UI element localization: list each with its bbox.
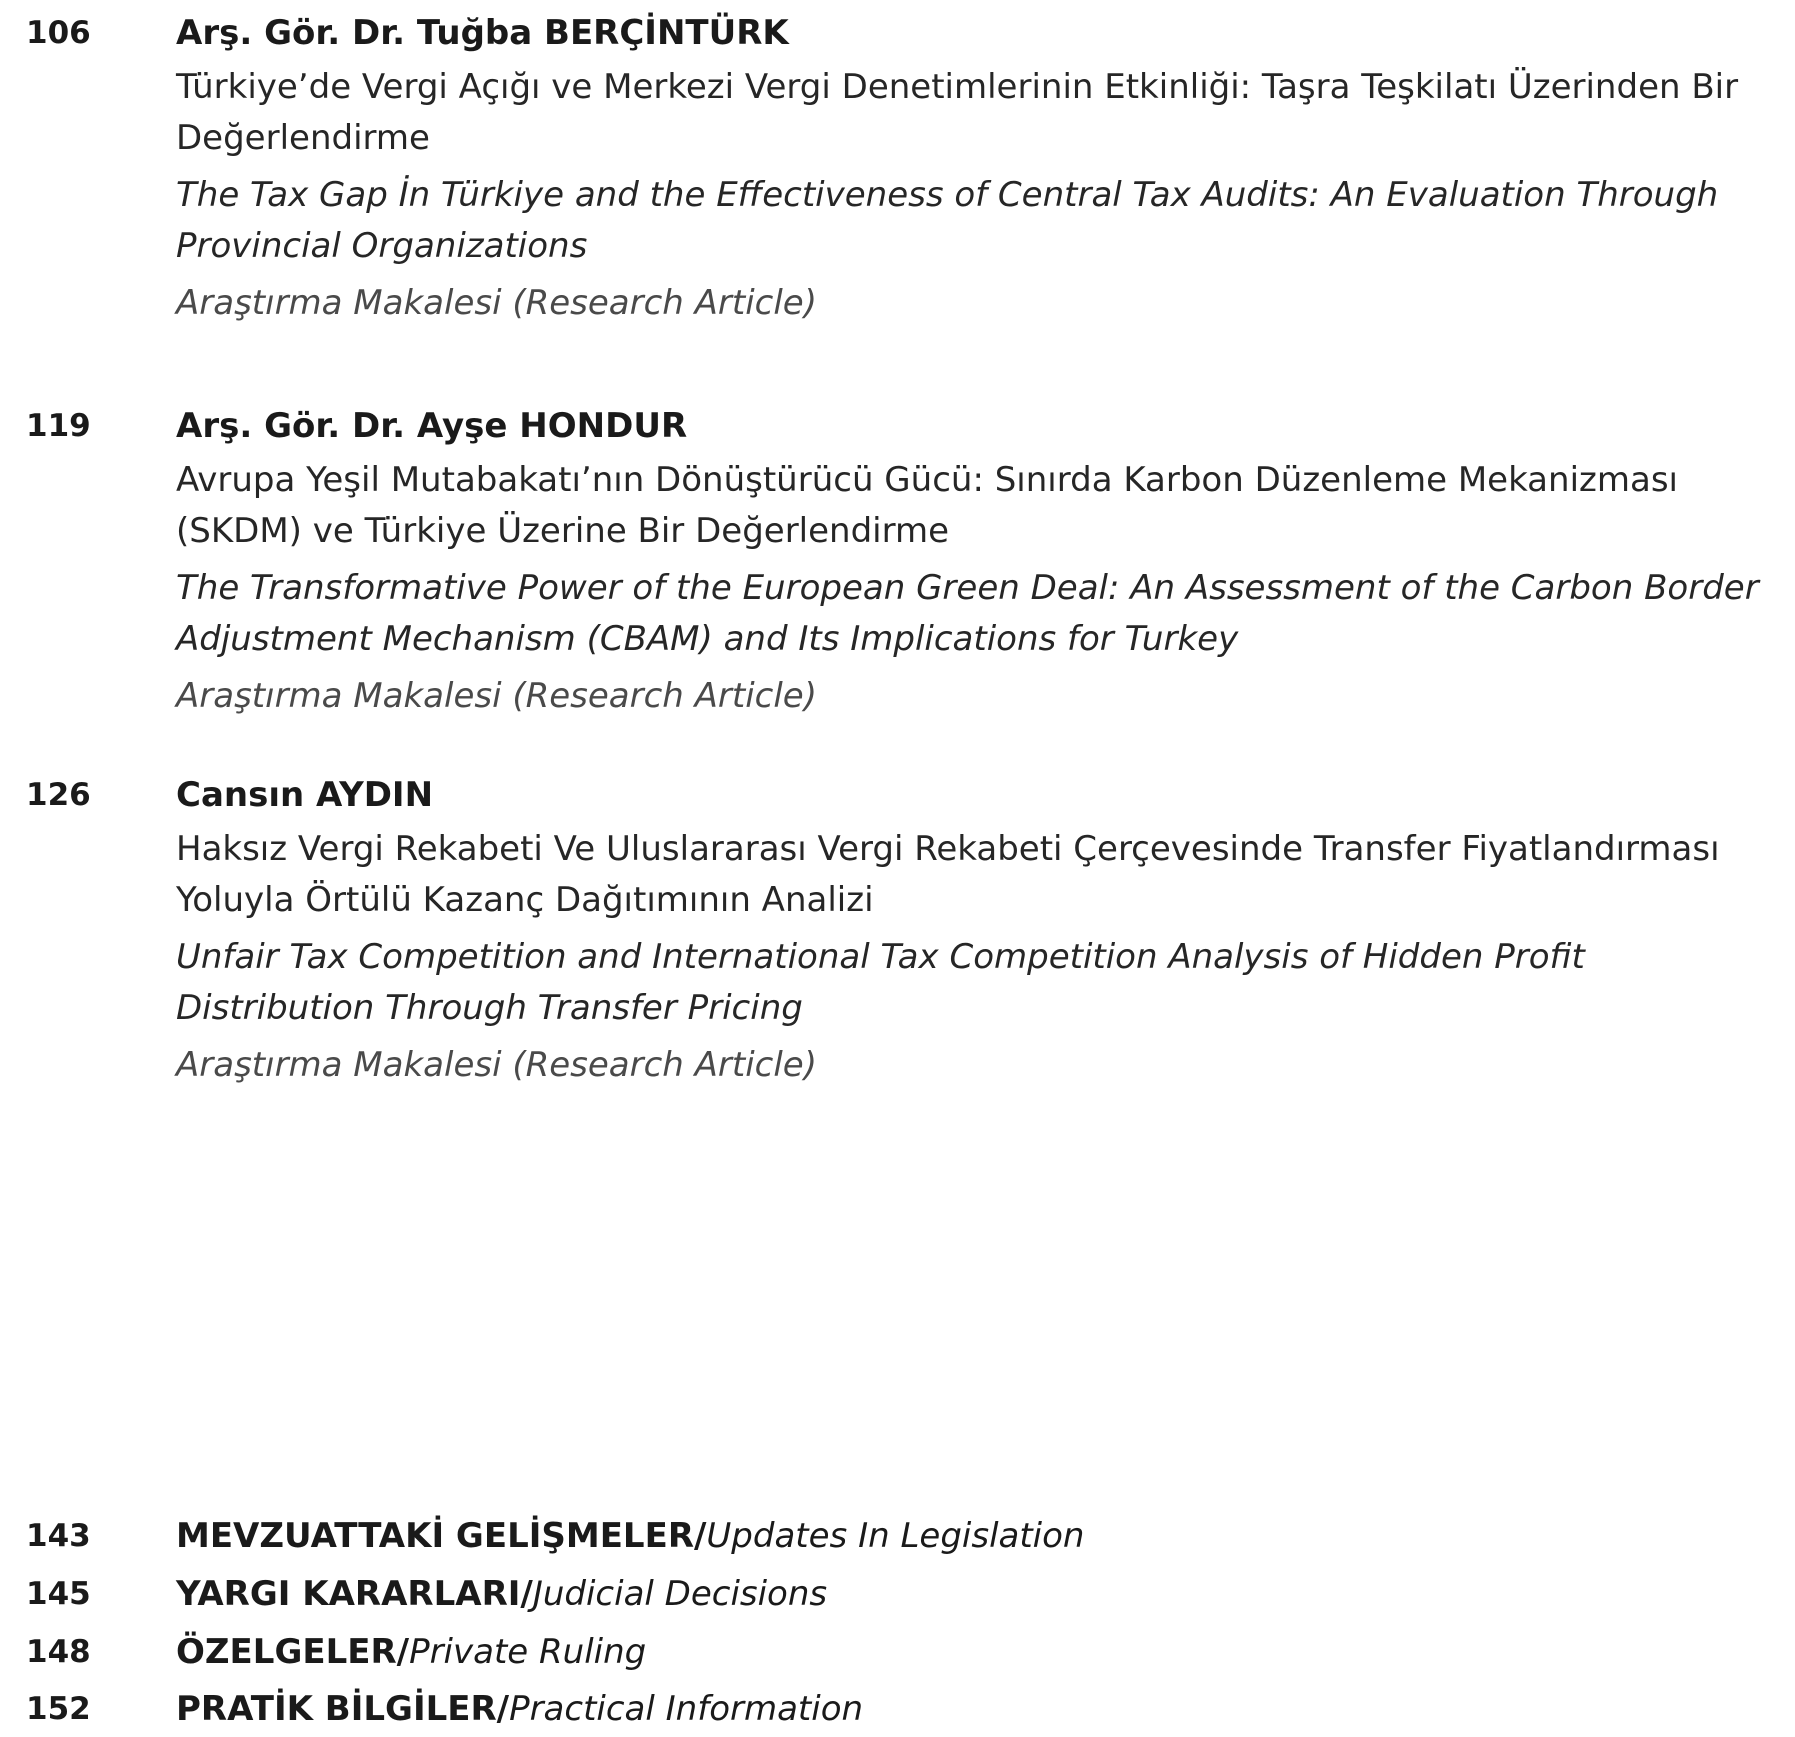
article-details [176, 772, 1771, 1091]
section-label [176, 1568, 827, 1620]
page-number: 119 [26, 408, 91, 444]
article-author: Cansın AYDIN [176, 775, 434, 815]
article-title-english: The Tax Gap İn Türkiye and the Effectiveness of Central Tax Audits: An Evaluation Through Provincial Organizations [176, 175, 1719, 266]
section-title-english: Practical Information [509, 1689, 864, 1729]
page-number: 148 [26, 1634, 91, 1670]
page-number: 145 [26, 1576, 91, 1612]
page-number: 152 [26, 1691, 91, 1727]
article-type: Araştırma Makalesi (Research Article) [176, 1045, 817, 1085]
article-title-turkish: Türkiye’de Vergi Açığı ve Merkezi Vergi Denetimlerinin Etkinliği: Taşra Teşkilatı Üzerinden Bir Değerlendirme [176, 67, 1739, 158]
article-author: Arş. Gör. Dr. Ayşe HONDUR [176, 406, 688, 446]
page-number: 106 [26, 15, 91, 51]
section-title-turkish: ÖZELGELER/ [176, 1632, 410, 1672]
article-type: Araştırma Makalesi (Research Article) [176, 676, 817, 716]
toc-section-entry [0, 1568, 1795, 1620]
article-title-english: Unfair Tax Competition and International Tax Competition Analysis of Hidden Profit Distribution Through Transfer Pricing [176, 937, 1585, 1028]
article-title-turkish: Haksız Vergi Rekabeti Ve Uluslararası Vergi Rekabeti Çerçevesinde Transfer Fiyatlandırması Yoluyla Örtülü Kazanç Dağıtımının Analizi [176, 829, 1720, 920]
article-title-turkish: Avrupa Yeşil Mutabakatı’nın Dönüştürücü Gücü: Sınırda Karbon Düzenleme Mekanizması (SKDM) ve Türkiye Üzerine Bir Değerlendirme [176, 460, 1678, 551]
section-label [176, 1626, 646, 1678]
section-title-english: Updates In Legislation [706, 1516, 1085, 1556]
page-number: 143 [26, 1518, 91, 1554]
section-title-english: Private Ruling [409, 1632, 647, 1672]
article-type: Araştırma Makalesi (Research Article) [176, 283, 817, 323]
article-details [176, 10, 1771, 329]
section-title-turkish: PRATİK BİLGİLER/ [176, 1689, 510, 1729]
section-title-turkish: MEVZUATTAKİ GELİŞMELER/ [176, 1516, 707, 1556]
article-author: Arş. Gör. Dr. Tuğba BERÇİNTÜRK [176, 13, 789, 53]
toc-section-entry [0, 1683, 1795, 1735]
article-details [176, 403, 1771, 722]
article-title-english: The Transformative Power of the European Green Deal: An Assessment of the Carbon Border Adjustment Mechanism (CBAM) and Its Implications for Turkey [176, 568, 1759, 659]
toc-section-entry [0, 1510, 1795, 1562]
section-title-turkish: YARGI KARARLARI/ [176, 1574, 533, 1614]
section-title-english: Judicial Decisions [532, 1574, 828, 1614]
toc-section-entry [0, 1626, 1795, 1678]
section-label [176, 1683, 863, 1735]
page-number: 126 [26, 777, 91, 813]
section-label [176, 1510, 1084, 1562]
